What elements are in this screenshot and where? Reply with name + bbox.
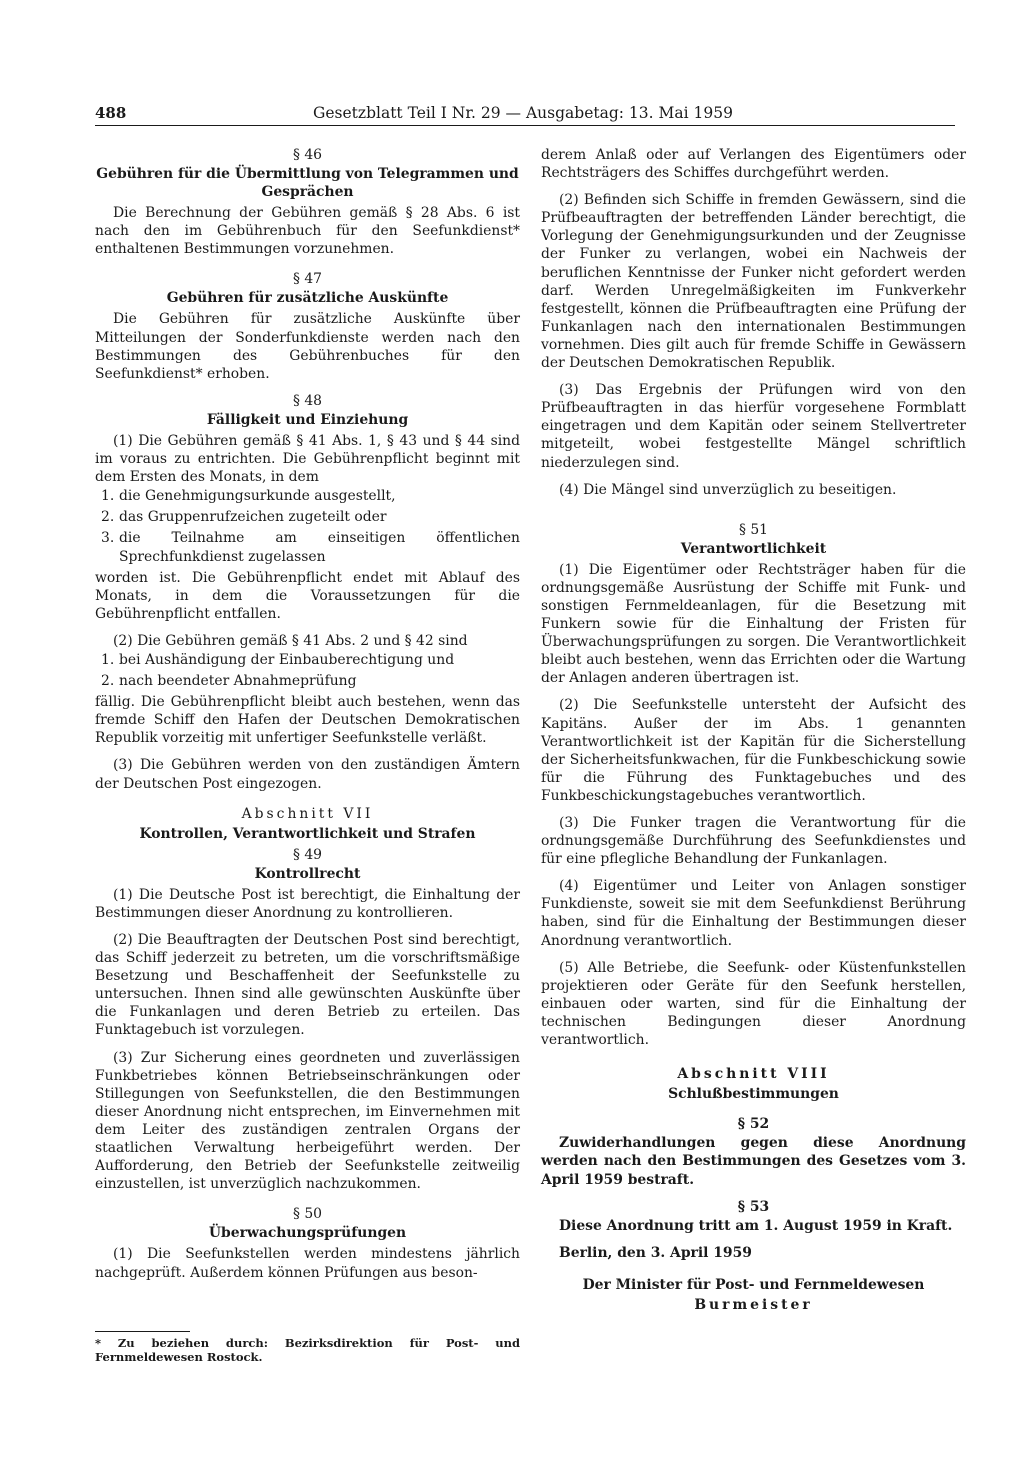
abschnitt-vii-title: Kontrollen, Verantwortlichkeit und Strafen (139, 825, 476, 842)
section-53-paragraph: Diese Anordnung tritt am 1. August 1959 in Kraft. (559, 1217, 953, 1234)
section-51-paragraph-1: (1) Die Eigentümer oder Rechtsträger haben für die ordnungsgemäße Ausrüstung der Schiffe mit Funk- und sonstigen Fernmeldeanlagen, für die Besetzung mit Funkern sowie für die Einhaltung der Fristen für Überwachungsprüfungen zu sorgen. Die Verantwortlichkeit bleibt auch bestehen, wenn das Errichten oder die Wartung der Anlagen anderen übertragen ist. (541, 561, 966, 687)
footnote: * Zu beziehen durch: Bezirksdirektion für Post- und Fernmeldewesen Rostock. (95, 1336, 520, 1364)
section-48-list-2 (95, 651, 520, 690)
section-50-paragraph-1: (1) Die Seefunkstellen werden mindestens jährlich nachgeprüft. Außerdem können Prüfungen aus beson- (95, 1246, 520, 1281)
section-46-number: § 46 (292, 147, 323, 163)
header-title: Gesetzblatt Teil I Nr. 29 — Ausgabetag: 13. Mai 1959 (313, 104, 733, 122)
section-51-paragraph-3: (3) Die Funker tragen die Verantwortung für die ordnungsgemäße Durchführung des Seefunkdienstes und für eine pflegliche Behandlung der Funkanlagen. (541, 815, 966, 868)
section-48-paragraph-1-continued: worden ist. Die Gebührenpflicht endet mit Ablauf des Monats, in dem die Voraussetzungen für die Gebührenpflicht entfallen. (95, 569, 520, 622)
list-item: 1. die Genehmigungsurkunde ausgestellt, (101, 488, 396, 505)
footnote-divider (95, 1331, 190, 1332)
section-46-paragraph: Die Berechnung der Gebühren gemäß § 28 Abs. 6 ist nach den im Gebührenbuch für den Seefunkdienst* enthaltenen Bestimmungen vorzunehmen. (95, 205, 520, 258)
section-48-paragraph-1: (1) Die Gebühren gemäß § 41 Abs. 1, § 43 und § 44 sind im voraus zu entrichten. Die Gebührenpflicht beginnt mit dem Ersten des Monats, in dem (95, 432, 520, 486)
section-53-number: § 53 (737, 1198, 770, 1215)
section-51-paragraph-2: (2) Die Seefunkstelle untersteht der Aufsicht des Kapitäns. Außer der im Abs. 1 genannten Verantwortlichkeit ist der Kapitän für die Sicherstellung der Sicherheitsfunkwachen, für die Funkbeschickung sowie für die Führung des Funktagebuches und des Funkbeschickungstagebuches verantwortlich. (541, 697, 966, 804)
section-48-number: § 48 (292, 392, 323, 409)
section-47-number: § 47 (292, 271, 323, 288)
section-49-paragraph-3: (3) Zur Sicherung eines geordneten und zuverlässigen Funkbetriebes können Betriebseinschränkungen oder Stillegungen von Seefunkstellen, die den Bestimmungen dieser Anordnung nicht entsprechen, im Einvernehmen mit dem Leiter des zuständigen zentralen Organs der staatlichen Verwaltung herbeigeführt werden. Der Aufforderung, den Betrieb der Seefunkstelle zeitweilig einzustellen, ist unverzüglich nachzukommen. (95, 1049, 520, 1193)
abschnitt-viii-label: Abschnitt VIII (677, 1066, 830, 1083)
signature-name: Burmeister (694, 1296, 813, 1313)
list-item: 3. die Teilnahme am einseitigen öffentlichen Sprechfunkdienst zugelassen (101, 530, 520, 565)
abschnitt-viii-title: Schlußbestimmungen (668, 1086, 839, 1103)
section-46-heading: Gebühren für die Übermittlung von Telegrammen und Gesprächen (96, 166, 519, 201)
section-49-paragraph-2: (2) Die Beauftragten der Deutschen Post sind berechtigt, das Schiff jederzeit zu betreten, um die vorschriftsmäßige Besetzung und Beschaffenheit der Seefunkstelle zu untersuchen. Ihnen sind alle gewünschten Auskünfte über die Funkanlagen und deren Betrieb zu erteilen. Das Funktagebuch ist vorzulegen. (95, 932, 520, 1039)
section-48-paragraph-2: (2) Die Gebühren gemäß § 41 Abs. 2 und § 42 sind (113, 632, 468, 649)
page-header (95, 103, 955, 126)
page-number: 488 (95, 104, 127, 122)
section-48-list-1 (95, 487, 520, 565)
section-50-heading: Überwachungsprüfungen (208, 1225, 407, 1242)
section-48-paragraph-2-continued: fällig. Die Gebührenpflicht bleibt auch bestehen, wenn das fremde Schiff den Hafen der Deutschen Demokratischen Republik vorzeitig mit unfertiger Seefunkstelle verläßt. (95, 694, 520, 747)
section-50-number: § 50 (292, 1206, 323, 1223)
section-47-paragraph: Die Gebühren für zusätzliche Auskünfte über Mitteilungen der Sonderfunkdienste werden nach den Bestimmungen des Gebührenbuches für den Seefunkdienst* erhoben. (95, 311, 520, 382)
abschnitt-vii-label: Abschnitt VII (241, 805, 374, 822)
section-48-paragraph-3: (3) Die Gebühren werden von den zuständigen Ämtern der Deutschen Post eingezogen. (95, 757, 520, 792)
section-47-heading: Gebühren für zusätzliche Auskünfte (166, 290, 449, 307)
section-50-paragraph-4: (4) Die Mängel sind unverzüglich zu beseitigen. (559, 481, 897, 498)
right-column (541, 146, 966, 1314)
section-51-paragraph-4: (4) Eigentümer und Leiter von Anlagen sonstiger Funkdienste, soweit sie mit dem Seefunkdienst Berührung haben, sind für die Einhaltung der Bestimmungen dieser Anordnung verantwortlich. (541, 878, 966, 949)
section-51-number: § 51 (738, 521, 769, 538)
section-50-paragraph-3: (3) Das Ergebnis der Prüfungen wird von den Prüfbeauftragten in das hierfür vorgesehene Formblatt eingetragen und dem Kapitän oder seinem Stellvertreter mitgeteilt, wobei festgestellte Mängel schriftlich niederzulegen sind. (541, 382, 966, 471)
signature-minister: Der Minister für Post- und Fernmeldewesen (582, 1276, 925, 1293)
section-48-heading: Fälligkeit und Einziehung (206, 411, 409, 428)
section-52-paragraph: Zuwiderhandlungen gegen diese Anordnung werden nach den Bestimmungen des Gesetzes vom 3. April 1959 bestraft. (541, 1135, 966, 1188)
section-49-paragraph-1: (1) Die Deutsche Post ist berechtigt, die Einhaltung der Bestimmungen dieser Anordnung zu kontrollieren. (95, 886, 520, 921)
list-item: 2. nach beendeter Abnahmeprüfung (101, 673, 357, 690)
section-51-paragraph-5: (5) Alle Betriebe, die Seefunk- oder Küstenfunkstellen projektieren oder Geräte für den Seefunk herstellen, einbauen oder warten, sind für die Einhaltung der technischen Bedingungen dieser Anordnung verantwortlich. (541, 959, 966, 1049)
list-item: 2. das Gruppenrufzeichen zugeteilt oder (101, 509, 387, 526)
list-item: 1. bei Aushändigung der Einbauberechtigung und (101, 651, 455, 668)
section-50-paragraph-1-continued: derem Anlaß oder auf Verlangen des Eigentümers oder Rechtsträgers des Schiffes durchgeführt werden. (541, 147, 966, 182)
section-51-heading: Verantwortlichkeit (680, 540, 827, 557)
signature-date: Berlin, den 3. April 1959 (559, 1244, 752, 1261)
section-49-heading: Kontrollrecht (254, 865, 361, 882)
section-50-paragraph-2: (2) Befinden sich Schiffe in fremden Gewässern, sind die Prüfbeauftragten der betreffenden Länder berechtigt, die Vorlegung der Genehmigungsurkunden und der Zeugnisse der Funker zu verlangen, wobei ein Nachweis der beruflichen Kenntnisse der Funker nicht gefordert werden darf. Werden Unregelmäßigkeiten im Funkverkehr festgestellt, können die Prüfbeauftragten eine Prüfung der Funkanlagen nach den internationalen Bestimmungen vornehmen. Dies gilt auch für fremde Schiffe in Gewässern der Deutschen Demokratischen Republik. (541, 192, 966, 372)
section-49-number: § 49 (292, 846, 323, 863)
section-52-number: § 52 (737, 1116, 770, 1133)
left-column (95, 146, 520, 1291)
